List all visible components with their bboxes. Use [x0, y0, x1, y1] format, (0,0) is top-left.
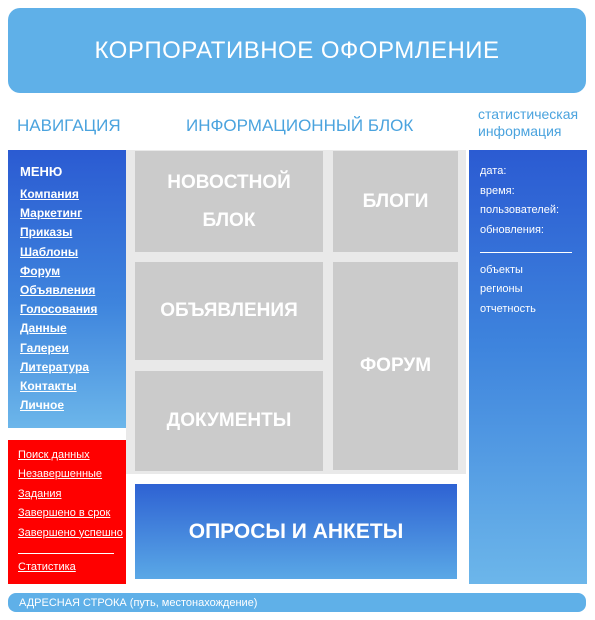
stat-field-date: дата: [480, 165, 507, 177]
tasks-panel [8, 440, 126, 584]
tasks-list [18, 446, 126, 543]
statistics-heading-line-1: статистическая [478, 106, 579, 122]
statistics-links [480, 261, 587, 319]
forum-tile[interactable] [333, 262, 458, 470]
forum-label: ФОРУМ [359, 355, 432, 376]
task-link-statistics[interactable]: Статистика [18, 561, 76, 574]
polls-label: ОПРОСЫ И АНКЕТЫ [188, 519, 404, 543]
menu-panel [8, 150, 126, 428]
menu-item-templates[interactable]: Шаблоны [20, 244, 79, 259]
announcements-label: ОБЪЯВЛЕНИЯ [160, 300, 298, 321]
menu-item-forum[interactable]: Форум [20, 263, 61, 278]
menu-item-votes[interactable]: Голосования [20, 302, 98, 317]
stat-field-updates: обновления: [480, 223, 544, 236]
menu-item-marketing[interactable]: Маркетинг [20, 206, 83, 221]
menu-item-company[interactable]: Компания [20, 187, 79, 201]
menu-title: МЕНЮ [20, 164, 63, 179]
statistics-heading [478, 106, 578, 140]
announcements-tile[interactable] [135, 262, 323, 360]
stat-field-users: пользователей: [480, 204, 560, 216]
statistics-fields [480, 162, 587, 240]
task-link-search-data[interactable]: Поиск данных [18, 449, 90, 461]
task-link-assignments[interactable]: Задания [18, 487, 62, 500]
header-title: КОРПОРАТИВНОЕ ОФОРМЛЕНИЕ [94, 36, 500, 64]
stat-link-reports[interactable]: отчетность [480, 302, 536, 315]
task-link-done-successfully[interactable]: Завершено успешно [18, 526, 123, 539]
stat-link-regions[interactable]: регионы [480, 283, 523, 296]
statistics-divider [480, 252, 572, 253]
menu-list [20, 185, 126, 415]
stat-link-objects[interactable]: объекты [480, 264, 523, 276]
info-block-heading: ИНФОРМАЦИОННЫЙ БЛОК [186, 116, 414, 135]
menu-item-orders[interactable]: Приказы [20, 225, 73, 240]
menu-item-personal[interactable]: Личное [20, 398, 65, 413]
polls-banner[interactable] [135, 484, 457, 579]
news-block-label-line-2: БЛОК [202, 209, 256, 231]
navigation-heading: НАВИГАЦИЯ [17, 116, 121, 135]
address-bar [8, 593, 586, 612]
address-bar-text: АДРЕСНАЯ СТРОКА (путь, местонахождение) [19, 596, 258, 609]
documents-label: ДОКУМЕНТЫ [166, 410, 292, 431]
menu-item-announcements[interactable]: Объявления [20, 283, 96, 298]
statistics-heading-line-2: информация [478, 123, 562, 139]
task-link-unfinished[interactable]: Незавершенные [18, 468, 103, 481]
blogs-tile[interactable] [333, 151, 458, 252]
header-banner [8, 8, 586, 93]
news-block-tile[interactable] [135, 151, 323, 252]
documents-tile[interactable] [135, 371, 323, 471]
stat-field-time: время: [480, 184, 515, 197]
menu-item-literature[interactable]: Литература [20, 359, 90, 374]
menu-item-galleries[interactable]: Галереи [20, 340, 69, 355]
news-block-label-line-1: НОВОСТНОЙ [167, 171, 291, 193]
statistics-panel [469, 150, 587, 584]
menu-item-data[interactable]: Данные [20, 321, 67, 336]
menu-item-contacts[interactable]: Контакты [20, 379, 77, 394]
task-link-done-on-time[interactable]: Завершено в срок [18, 507, 111, 520]
blogs-label: БЛОГИ [362, 190, 429, 212]
tasks-divider [18, 553, 114, 554]
